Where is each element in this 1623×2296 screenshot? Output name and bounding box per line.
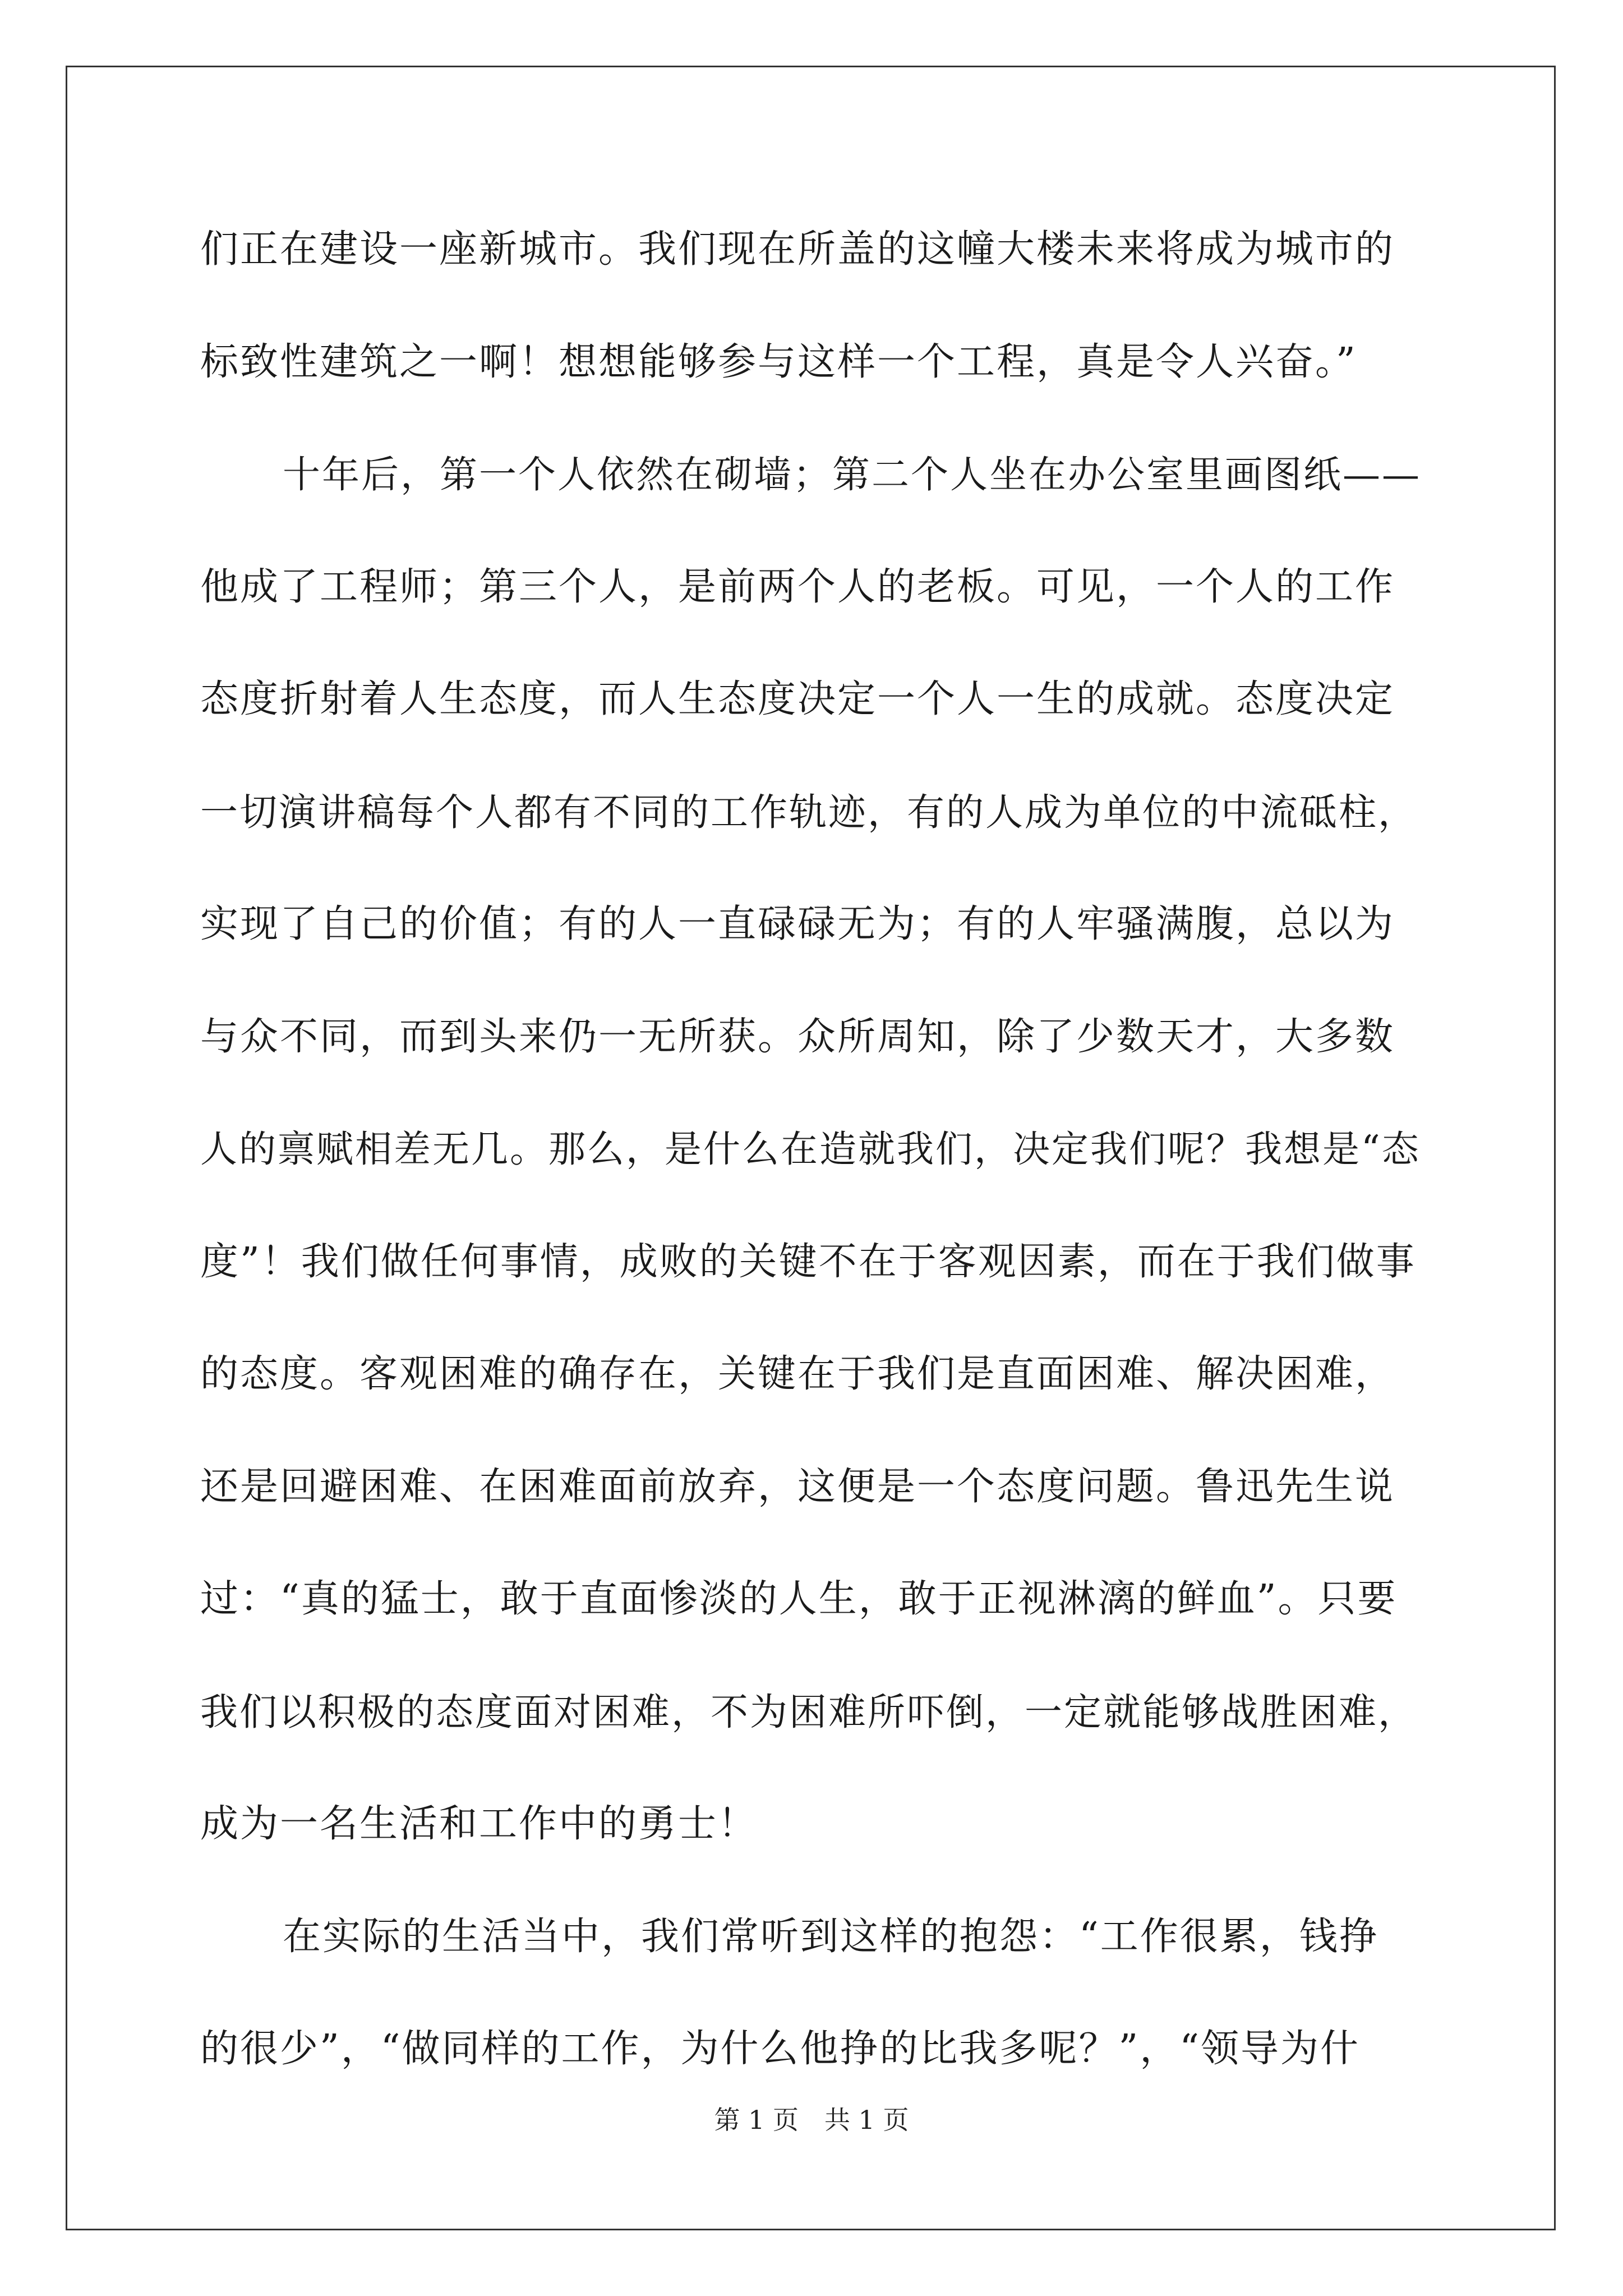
text-line: 的很少”，“做同样的工作，为什么他挣的比我多呢？”，“领导为什 bbox=[200, 2027, 1361, 2071]
text-line: 过：“真的猛士，敢于直面惨淡的人生，敢于正视淋漓的鲜血”。只要 bbox=[200, 1577, 1398, 1621]
text-line: 他成了工程师；第三个人，是前两个人的老板。可见，一个人的工作 bbox=[200, 564, 1395, 609]
paragraph-start-line: 在实际的生活当中，我们常听到这样的抱怨：“工作很累，钱挣 bbox=[283, 1914, 1379, 1959]
text-line: 们正在建设一座新城市。我们现在所盖的这幢大楼未来将成为城市的 bbox=[200, 227, 1395, 272]
page-number-footer: 第 1 页 共 1 页 bbox=[714, 2105, 909, 2135]
text-line: 度”！我们做任何事情，成败的关键不在于客观因素，而在于我们做事 bbox=[200, 1239, 1416, 1284]
text-line: 一切演讲稿每个人都有不同的工作轨迹，有的人成为单位的中流砥柱， bbox=[200, 790, 1417, 834]
text-line: 实现了自己的价值；有的人一直碌碌无为；有的人牢骚满腹，总以为 bbox=[200, 902, 1395, 946]
text-line: 的态度。客观困难的确存在，关键在于我们是直面困难、解决困难， bbox=[200, 1352, 1395, 1396]
text-line: 我们以积极的态度面对困难，不为困难所吓倒，一定就能够战胜困难， bbox=[200, 1690, 1417, 1734]
text-line: 态度折射着人生态度，而人生态度决定一个人一生的成就。态度决定 bbox=[200, 677, 1395, 721]
paragraph-start-line: 十年后，第一个人依然在砌墙；第二个人坐在办公室里画图纸—— bbox=[283, 453, 1421, 496]
text-line: 成为一名生活和工作中的勇士！ bbox=[200, 1802, 758, 1846]
document-body bbox=[200, 216, 1434, 2128]
text-line: 还是回避困难、在困难面前放弃，这便是一个态度问题。鲁迅先生说 bbox=[200, 1464, 1395, 1509]
text-line: 与众不同，而到头来仍一无所获。众所周知，除了少数天才，大多数 bbox=[200, 1014, 1395, 1059]
text-line: 人的禀赋相差无几。那么，是什么在造就我们，决定我们呢？我想是“态 bbox=[200, 1128, 1421, 1171]
text-line: 标致性建筑之一啊！想想能够参与这样一个工程，真是令人兴奋。” bbox=[200, 339, 1357, 384]
